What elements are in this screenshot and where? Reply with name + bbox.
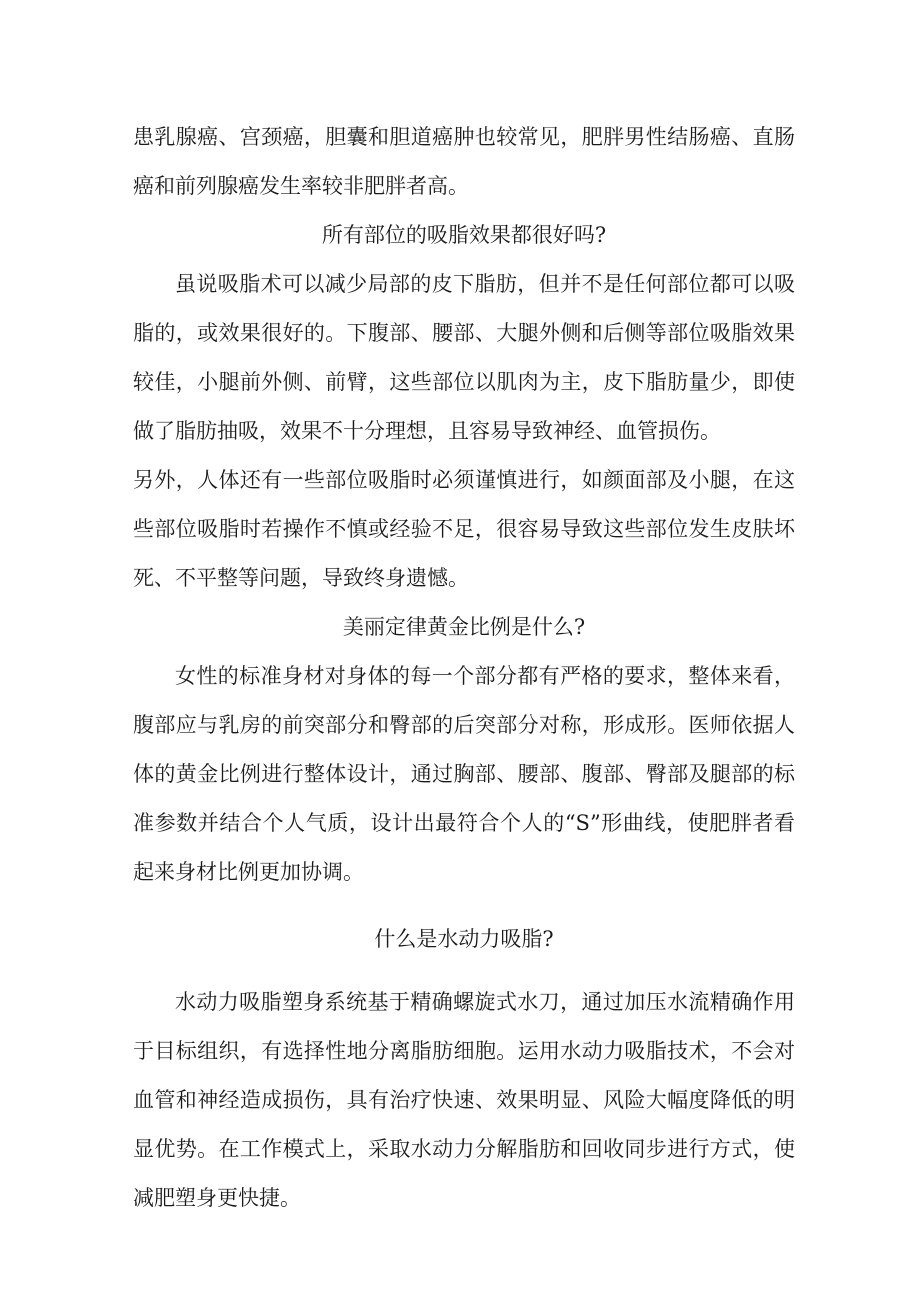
paragraph-obesity-cancer: 患乳腺癌、宫颈癌，胆囊和胆道癌肿也较常见，肥胖男性结肠癌、直肠癌和前列腺癌发生率较非肥胖者高。 <box>133 125 795 198</box>
paragraph-caution-areas: 另外，人体还有一些部位吸脂时必须谨慎进行，如颜面部及小腿，在这些部位吸脂时若操作不慎或经验不足，很容易导致这些部位发生皮肤坏死、不平整等问题，导致终身遗憾。 <box>133 468 795 590</box>
paragraph-golden-ratio: 女性的标准身材对身体的每一个部分都有严格的要求，整体来看，腹部应与乳房的前突部分和臀部的后突部分对称，形成形。医师依据人体的黄金比例进行整体设计，通过胸部、腰部、腹部、臀部及腿部的标准参数并结合个人气质，设计出最符合个人的“S”形曲线，使肥胖者看起来身材比例更加协调。 <box>133 664 795 884</box>
paragraph-liposuction-effect: 虽说吸脂术可以减少局部的皮下脂肪，但并不是任何部位都可以吸脂的，或效果很好的。下腹部、腰部、大腿外侧和后侧等部位吸脂效果较佳，小腿前外侧、前臂，这些部位以肌肉为主，皮下脂肪量少，即使做了脂肪抽吸，效果不十分理想，且容易导致神经、血管损伤。 <box>133 272 795 443</box>
document-body <box>133 113 795 1223</box>
paragraph-water-liposuction: 水动力吸脂塑身系统基于精确螺旋式水刀，通过加压水流精确作用于目标组织，有选择性地分离脂肪细胞。运用水动力吸脂技术，不会对血管和神经造成损伤，具有治疗快速、效果明显、风险大幅度降低的明显优势。在工作模式上，采取水动力分解脂肪和回收同步进行方式，使减肥塑身更快捷。 <box>133 990 795 1210</box>
heading-golden-ratio: 美丽定律黄金比例是什么? <box>342 615 586 639</box>
heading-liposuction-sites: 所有部位的吸脂效果都很好吗? <box>321 223 607 247</box>
heading-water-liposuction: 什么是水动力吸脂? <box>374 927 554 951</box>
